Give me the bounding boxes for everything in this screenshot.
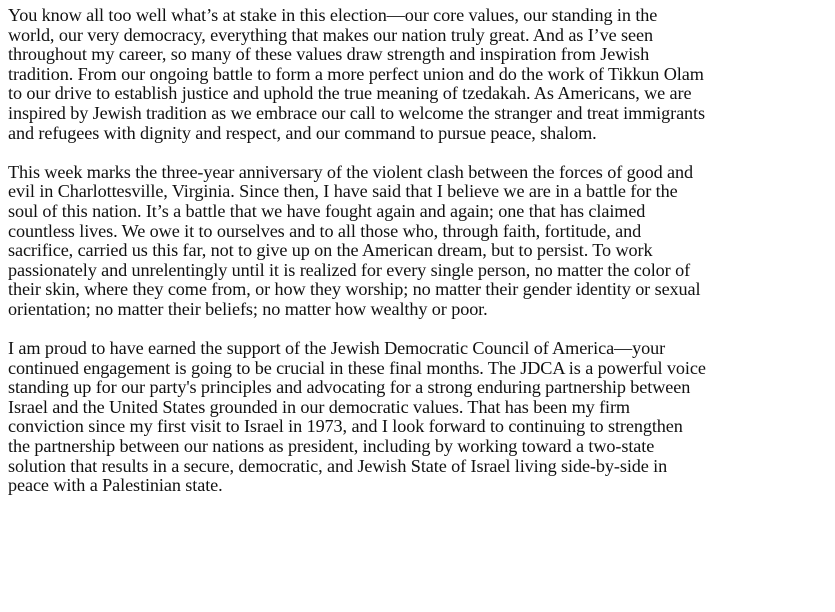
text-line: the partnership between our nations as president, including by working toward a two-state [8, 436, 655, 457]
text-line: evil in Charlottesville, Virginia. Since then, I have said that I believe we are in a battle for the [8, 181, 678, 202]
paragraph-election-values [8, 6, 829, 143]
text-line: I am proud to have earned the support of the Jewish Democratic Council of America—your [8, 338, 666, 359]
text-line: soul of this nation. It’s a battle that we have fought again and again; one that has claimed [8, 200, 646, 221]
text-line: You know all too well what’s at stake in this election—our core values, our standing in the [8, 5, 658, 25]
text-line: sacrifice, carried us this far, not to give up on the American dream, but to persist. To work [8, 240, 653, 261]
paragraph-jdca-support [8, 339, 829, 496]
text-line: continued engagement is going to be crucial in these final months. The JDCA is a powerful voice [8, 357, 706, 378]
text-line: passionately and unrelentingly until it is realized for every single person, no matter the color of [8, 259, 691, 280]
text-line: This week marks the three-year anniversary of the violent clash between the forces of good and [8, 161, 693, 182]
text-line: peace with a Palestinian state. [8, 475, 223, 496]
text-line: orientation; no matter their beliefs; no matter how wealthy or poor. [8, 298, 488, 319]
text-line: Israel and the United States grounded in our democratic values. That has been my firm [8, 396, 630, 417]
text-line: countless lives. We owe it to ourselves and to all those who, through faith, fortitude, and [8, 220, 642, 241]
text-line: world, our very democracy, everything that makes our nation truly great. And as I’ve seen [8, 24, 653, 45]
text-line: standing up for our party's principles and advocating for a strong enduring partnership between [8, 377, 691, 398]
text-line: and refugees with dignity and respect, and our command to pursue peace, shalom. [8, 122, 597, 143]
text-line: throughout my career, so many of these values draw strength and inspiration from Jewish [8, 44, 650, 65]
text-line: solution that results in a secure, democratic, and Jewish State of Israel living side-by-side in [8, 455, 668, 476]
text-line: tradition. From our ongoing battle to form a more perfect union and do the work of Tikkun Olam [8, 63, 704, 84]
text-line: their skin, where they come from, or how they worship; no matter their gender identity or sexual [8, 279, 701, 300]
text-line: conviction since my first visit to Israel in 1973, and I look forward to continuing to strengthen [8, 416, 683, 437]
text-line: inspired by Jewish tradition as we embrace our call to welcome the stranger and treat immigrants [8, 102, 705, 123]
paragraph-charlottesville [8, 163, 829, 320]
text-line: to our drive to establish justice and uphold the true meaning of tzedakah. As Americans, we are [8, 83, 692, 104]
